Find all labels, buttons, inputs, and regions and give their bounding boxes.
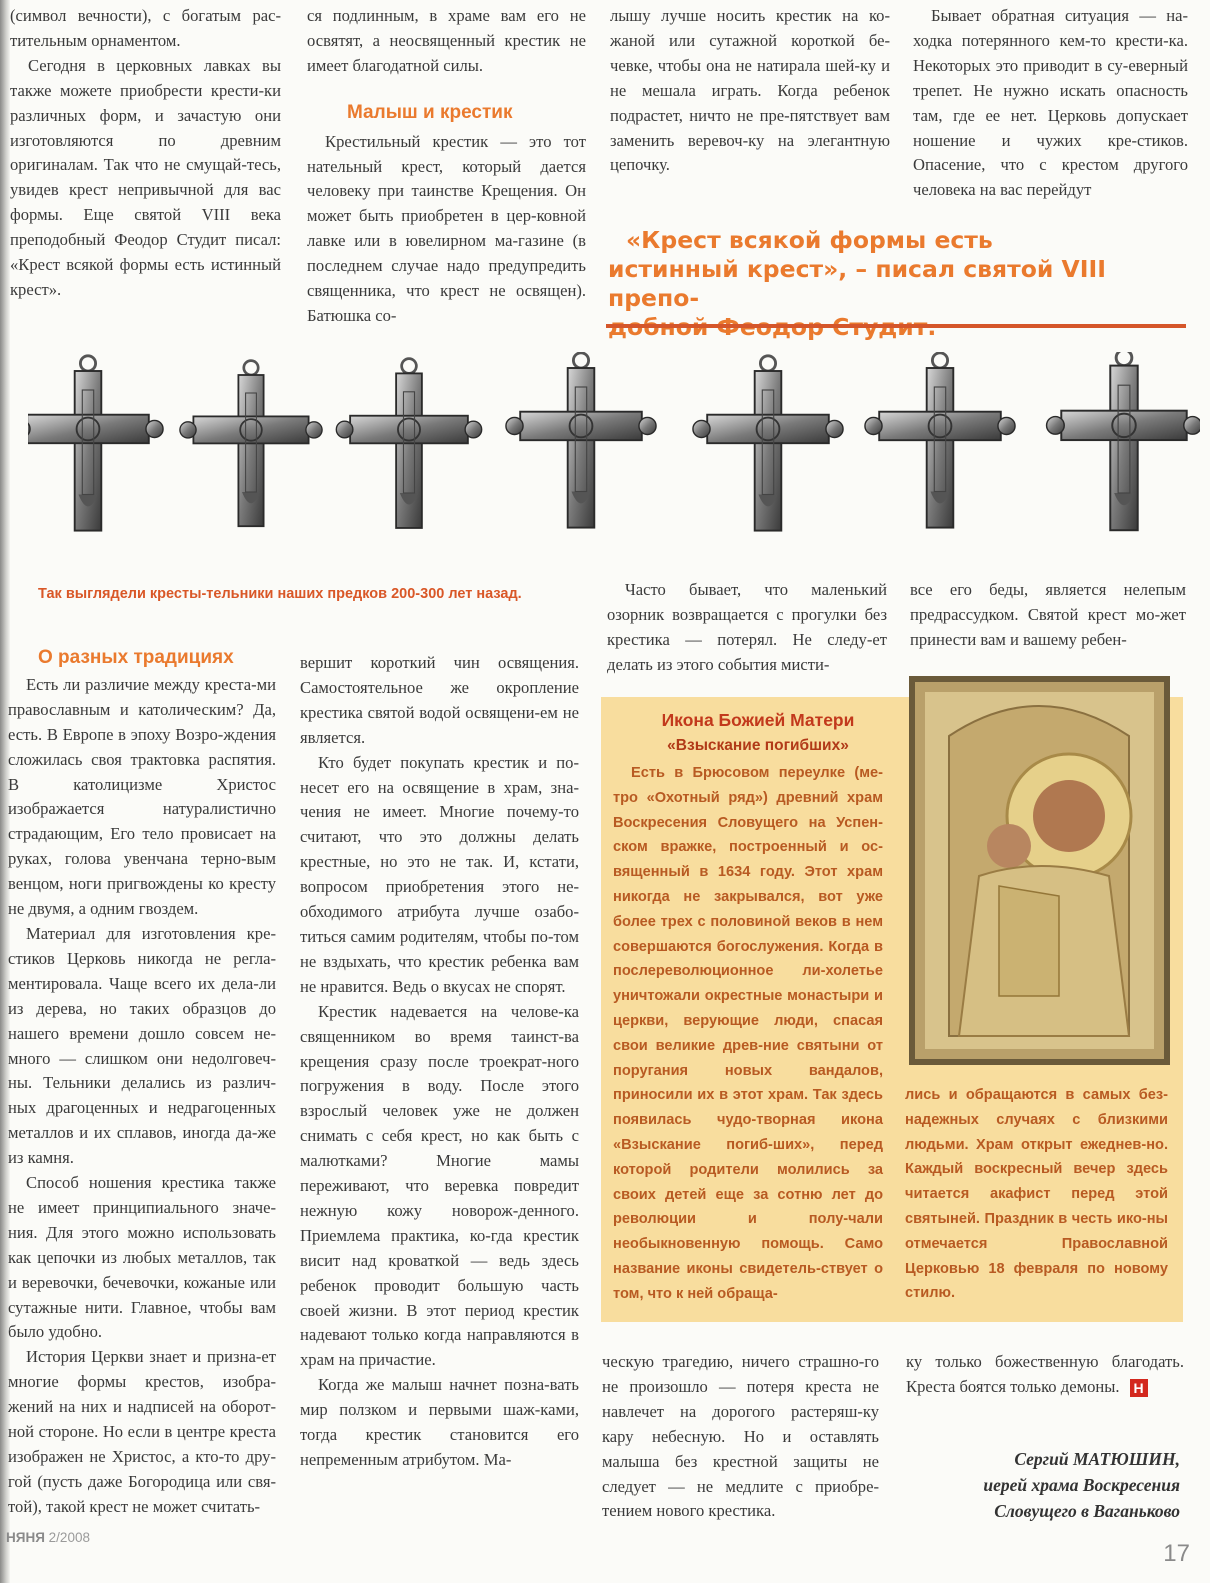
paragraph: Крестик надевается на челове-ка священником во время таинст-ва крещения сразу после троекрат-ного погружения в воду. После этого взрослый человек уже не должен снимать с себя крест, но как быть с малютками? Многие мамы переживают, что веревка повредит нежную кожу новорож-денного. Приемлема практика, ко-гда крестик висит над кроваткой — ведь здесь ребенок проводит большую часть своей жизни. В этот период крестик надевают только когда направляются в храм на причастие. bbox=[300, 1001, 579, 1370]
paragraph: Способ ношения крестика также не имеет принципиального значе-ния. Для этого можно использовать как цепочки из любых металлов, так и веревочки, бечевочки, кожаные или сутажные нити. Главное, чтобы вам было удобно. bbox=[8, 1173, 276, 1342]
column-2-bottom bbox=[300, 651, 579, 1473]
paragraph: Материал для изготовления кре-стиков Церковь никогда не регла-ментировала. Чаще всего их дела-ли из дерева, но таких образцов до нашего времени дошло совсем не-много — слишком они недолговеч-ны. Тельники делались из различ-ных драгоценных и недрагоценных металлов и их сплавов, иногда да-же из камня. bbox=[8, 923, 276, 1168]
paragraph: Есть ли различие между креста-ми православным и католическим? Да, есть. В Европе в эпоху Возро-ждения сложилась своя трактовка распятия. В католицизме Христос изображается натуралистично страдающим, Его тело провисает на руках, голова увенчана терно-вым венцом, ноги пригвождены ко кресту не двумя, а одним гвоздем. bbox=[8, 674, 276, 919]
cross-icon bbox=[180, 361, 322, 527]
column-4-top bbox=[913, 4, 1188, 203]
paragraph-with-end-mark bbox=[906, 1350, 1184, 1400]
cross-icon bbox=[1047, 352, 1200, 530]
crosses-illustration bbox=[28, 352, 1200, 538]
crosses-caption: Так выглядели кресты-тельники наших предков 200-300 лет назад. bbox=[38, 586, 522, 602]
paragraph: Бывает обратная ситуация — на-ходка потерянного кем-то крести-ка. Некоторых это приводит в су-еверный трепет. Не нужно искать опасность там, где ее нет. Церковь допускает ношение и чужих кре-стиков. Опасение, что с крестом другого человека на вас перейдут bbox=[913, 6, 1188, 200]
paragraph: все его беды, является нелепым предрассудком. Святой крест мо-жет принести вам и вашему ребен- bbox=[910, 580, 1186, 649]
paragraph: (символ вечности), с богатым рас-тительным орнаментом. bbox=[10, 6, 281, 50]
column-3-top bbox=[610, 4, 890, 178]
end-mark-icon: Н bbox=[1130, 1379, 1148, 1397]
column-1-bottom bbox=[8, 646, 276, 1520]
column-4-bottom bbox=[906, 1350, 1184, 1400]
column-3-bottom bbox=[602, 1350, 879, 1524]
pull-quote-rule bbox=[606, 324, 1186, 328]
paragraph: История Церкви знает и призна-ет многие формы крестов, изобра-жений на них и надписей на оборот-ной стороне. Но если в центре креста изображен не Христос, а кто-то дру-гой (пусть даже Богородица или свя-той), такой крест не может считать- bbox=[8, 1347, 276, 1516]
heading-malysh: Малыш и крестик bbox=[347, 101, 513, 123]
cross-icon bbox=[693, 356, 843, 531]
column-1-top bbox=[10, 4, 281, 303]
paragraph: Сегодня в церковных лавках вы также можете приобрести крести-ки различных форм, и зачастую они изготовляются по древним оригиналам. Так что не смущай-тесь, увидев крест непривычной для вас формы. Еще святой VIII века преподобный Феодор Студит писал: «Крест всякой формы есть истинный крест». bbox=[10, 55, 281, 299]
magazine-name: НЯНЯ bbox=[6, 1530, 45, 1545]
paragraph: Кто будет покупать крестик и по-несет его на освящение в храм, зна-чения не имеет. Многие почему-то считают, что это должны делать крестные, но это не так. И, кстати, вопросом приобретения этого не-обходимого атрибута лучше озабо-титься самим родителям, чтобы по-том не вздыхать, что крестик ребенка вам не нравится. Ведь о вкусах не спорят. bbox=[300, 752, 579, 996]
paragraph: Часто бывает, что маленький озорник возвращается с прогулки без крестика — потерял. Не следу-ет делать из этого события мисти- bbox=[607, 580, 887, 674]
cross-icon bbox=[336, 359, 481, 528]
pull-quote-line: «Крест всякой формы есть bbox=[626, 226, 993, 254]
footer-magazine bbox=[6, 1530, 90, 1545]
column-2-top bbox=[307, 4, 586, 329]
cross-icon bbox=[865, 353, 1015, 528]
paragraph: ку только божественную благодать. Креста боятся только демоны. bbox=[906, 1352, 1184, 1396]
signature-line: Сергий МАТЮШИН, bbox=[1014, 1449, 1180, 1469]
sidebar-box-title bbox=[612, 707, 904, 759]
heading-traditions: О разных традициях bbox=[38, 647, 234, 668]
cross-icon bbox=[28, 356, 163, 531]
icon-image bbox=[909, 676, 1170, 1065]
paragraph: лышу лучше носить крестик на ко-жаной или сутажной короткой бе-чевке, чтобы она не натирала шей-ку и не мешала играть. Когда ребенок подрастет, ничто не пре-пятствует вам заменить веревоч-ку на элегантную цепочку. bbox=[610, 6, 890, 175]
paragraph: ческую трагедию, ничего страшно-го не произошло — потеря креста не навлечет на дорогого растеряш-ку кару небесную. Но и оставлять малыша без крестной защиты не следует — не медлите с приобре-тением нового крестика. bbox=[602, 1352, 879, 1521]
author-signature bbox=[920, 1446, 1180, 1524]
signature-line: иерей храма Воскресения bbox=[983, 1475, 1180, 1495]
sidebar-text-right: лись и обращаются в самых без-надежных случаях с близкими людьми. Храм открыт ежеднев-но. Каждый воскресный вечер здесь читается акафист перед этой святыней. Праздник в честь ико-ны отмечается Православной Церковью 18 февраля по новому стилю. bbox=[905, 1087, 1168, 1302]
sidebar-text-left: Есть в Брюсовом переулке (ме-тро «Охотный ряд») древний храм Воскресения Словущего на Успен-ском вражке, построенный и ос-вященный в 1634 году. Этот храм никогда не закрывался, вот уже более трех с половиной веков в нем совершаются богослужения. Когда в послереволюционное ли-холетье уничтожали окрестные монастыри и церкви, верующие люди, спасая свои великие древ-ние святыни от поругания новых вандалов, приносили их в этот храм. Так здесь появилась чудо-творная икона «Взыскание погиб-ших», перед которой родители молились за своих детей еще за сотню лет до революции и полу-чали необыкновенную помощь. Само название иконы свидетель-ствует о том, что к ней обраща- bbox=[613, 765, 883, 1302]
issue-number: 2/2008 bbox=[48, 1530, 90, 1545]
cross-icon bbox=[506, 353, 656, 528]
paragraph: ся подлинным, в храме вам его не освятят, а неосвященный крестик не имеет благодатной силы. bbox=[307, 6, 586, 75]
signature-line: Словущего в Ваганьково bbox=[994, 1501, 1180, 1521]
paragraph: вершит короткий чин освящения. Самостоятельное же окропление крестика святой водой освящени-ем не является. bbox=[300, 653, 579, 747]
paragraph: Когда же малыш начнет позна-вать мир ползком и первыми шаж-ками, тогда крестик становится его непременным атрибутом. Ма- bbox=[300, 1375, 579, 1469]
pull-quote-line: истинный крест», – писал святой VIII препо- bbox=[608, 255, 1106, 312]
page-number: 17 bbox=[1163, 1540, 1190, 1567]
column-4-mid bbox=[910, 578, 1186, 653]
paragraph: Крестильный крестик — это тот нательный крест, который дается человеку при таинстве Крещения. Он может быть приобретен в цер-ковной лавке или в ювелирном ма-газине (в последнем случае надо предупредить священника, что крест не освящен). Батюшка со- bbox=[307, 131, 586, 325]
box-title: Икона Божией Матери bbox=[661, 710, 855, 730]
column-3-mid bbox=[607, 578, 887, 678]
box-subtitle: «Взыскание погибших» bbox=[667, 737, 849, 754]
